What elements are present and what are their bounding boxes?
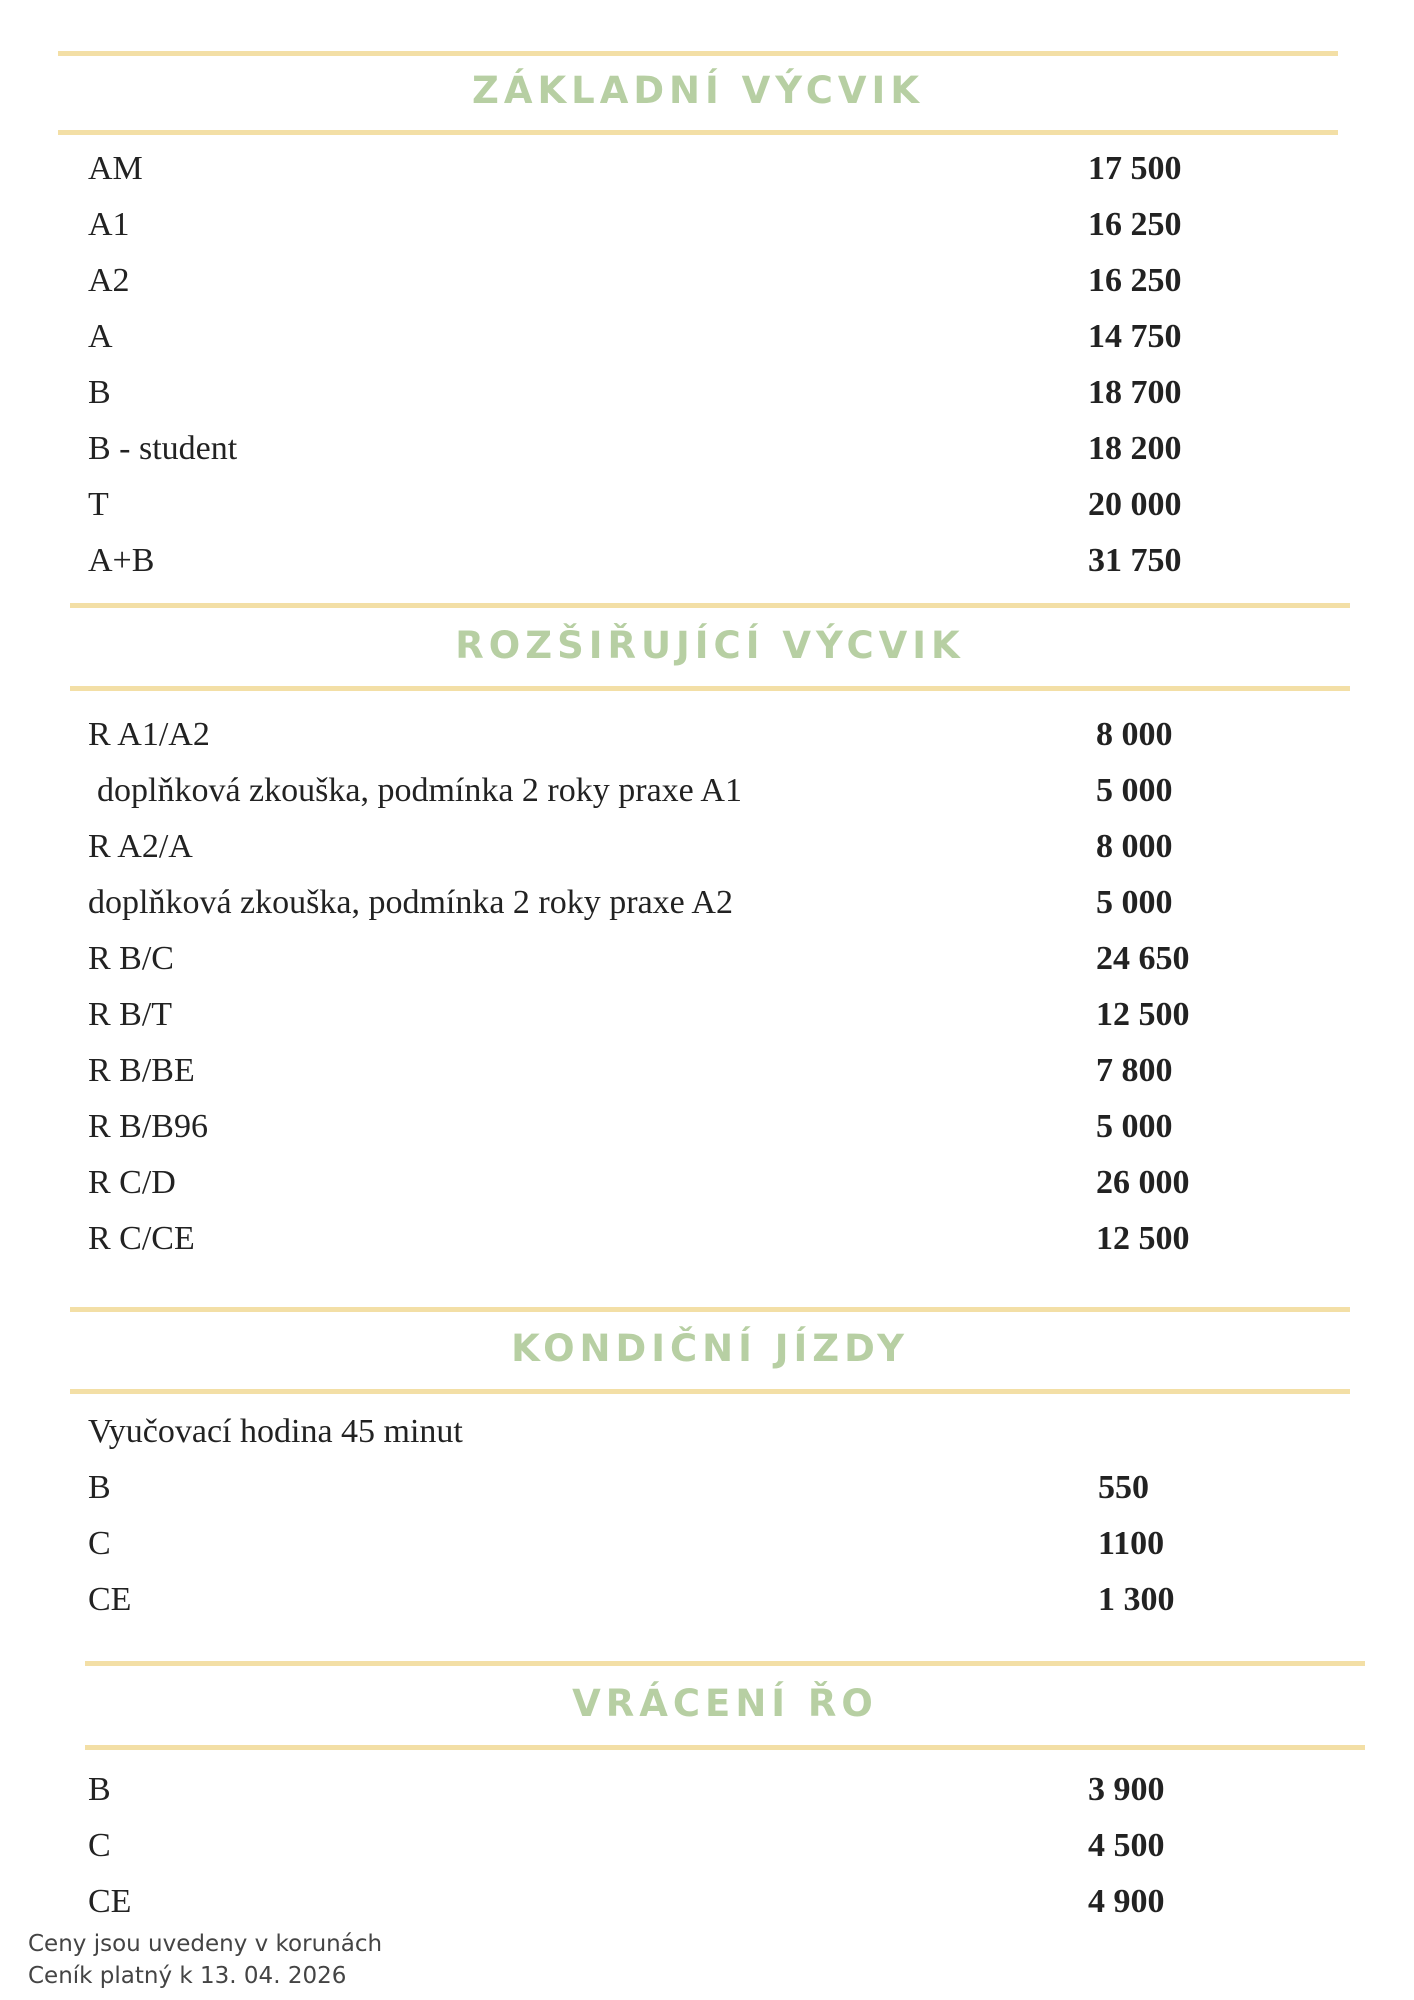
item-price: 4 500 bbox=[1088, 1827, 1165, 1864]
section-heading: ROZŠIŘUJÍCÍ VÝCVIK bbox=[455, 624, 965, 667]
section-heading: KONDIČNÍ JÍZDY bbox=[511, 1327, 909, 1370]
footer-validity-note: Ceník platný k 13. 04. 2026 bbox=[28, 1963, 347, 1989]
section-heading: ZÁKLADNÍ VÝCVIK bbox=[471, 69, 924, 112]
item-price: 26 000 bbox=[1096, 1164, 1190, 1201]
item-price: 16 250 bbox=[1088, 206, 1182, 243]
section-heading: VRÁCENÍ ŘO bbox=[572, 1682, 878, 1725]
item-price: 17 500 bbox=[1088, 150, 1182, 187]
item-label: B bbox=[88, 1469, 111, 1506]
intro-text: Vyučovací hodina 45 minut bbox=[88, 1413, 463, 1450]
item-label: R C/CE bbox=[88, 1220, 195, 1257]
item-price: 5 000 bbox=[1096, 884, 1173, 921]
item-label: R A2/A bbox=[88, 828, 193, 865]
item-price: 1100 bbox=[1098, 1525, 1165, 1562]
price-row bbox=[0, 1874, 1414, 1930]
item-price: 14 750 bbox=[1088, 318, 1182, 355]
item-label: R B/B96 bbox=[88, 1108, 208, 1145]
item-price: 550 bbox=[1098, 1469, 1149, 1506]
item-label: doplňková zkouška, podmínka 2 roky praxe A1 bbox=[97, 772, 742, 809]
price-row bbox=[0, 1818, 1414, 1874]
item-label: B bbox=[88, 1771, 111, 1808]
footer-currency-note: Ceny jsou uvedeny v korunách bbox=[28, 1931, 383, 1957]
item-price: 5 000 bbox=[1096, 1108, 1173, 1145]
item-label: B bbox=[88, 374, 111, 411]
item-price: 3 900 bbox=[1088, 1771, 1165, 1808]
item-price: 8 000 bbox=[1096, 716, 1173, 753]
item-label: R C/D bbox=[88, 1164, 176, 1201]
item-price: 18 700 bbox=[1088, 374, 1182, 411]
item-label: C bbox=[88, 1827, 111, 1864]
item-label: R B/C bbox=[88, 940, 174, 977]
item-price: 12 500 bbox=[1096, 996, 1190, 1033]
item-price: 1 300 bbox=[1098, 1581, 1175, 1618]
item-label: CE bbox=[88, 1581, 132, 1618]
item-label: R A1/A2 bbox=[88, 716, 210, 753]
item-price: 12 500 bbox=[1096, 1220, 1190, 1257]
item-label: CE bbox=[88, 1883, 132, 1920]
item-label: R B/BE bbox=[88, 1052, 195, 1089]
item-price: 4 900 bbox=[1088, 1883, 1165, 1920]
item-price: 16 250 bbox=[1088, 262, 1182, 299]
item-label: B - student bbox=[88, 430, 238, 467]
item-label: T bbox=[88, 486, 109, 523]
item-label: AM bbox=[88, 150, 143, 187]
section-bottom-rule bbox=[85, 1745, 1365, 1750]
item-label: C bbox=[88, 1525, 111, 1562]
price-row bbox=[0, 1762, 1414, 1818]
item-label: A2 bbox=[88, 262, 130, 299]
item-label: A+B bbox=[88, 542, 155, 579]
item-price: 7 800 bbox=[1096, 1052, 1173, 1089]
section-top-rule bbox=[85, 1661, 1365, 1666]
item-price: 20 000 bbox=[1088, 486, 1182, 523]
item-price: 18 200 bbox=[1088, 430, 1182, 467]
item-price: 31 750 bbox=[1088, 542, 1182, 579]
item-label: doplňková zkouška, podmínka 2 roky praxe A2 bbox=[88, 884, 733, 921]
item-label: R B/T bbox=[88, 996, 173, 1033]
item-price: 8 000 bbox=[1096, 828, 1173, 865]
item-label: A bbox=[88, 318, 113, 355]
item-label: A1 bbox=[88, 206, 130, 243]
item-price: 24 650 bbox=[1096, 940, 1190, 977]
footer-note bbox=[28, 1928, 382, 1992]
item-price: 5 000 bbox=[1096, 772, 1173, 809]
